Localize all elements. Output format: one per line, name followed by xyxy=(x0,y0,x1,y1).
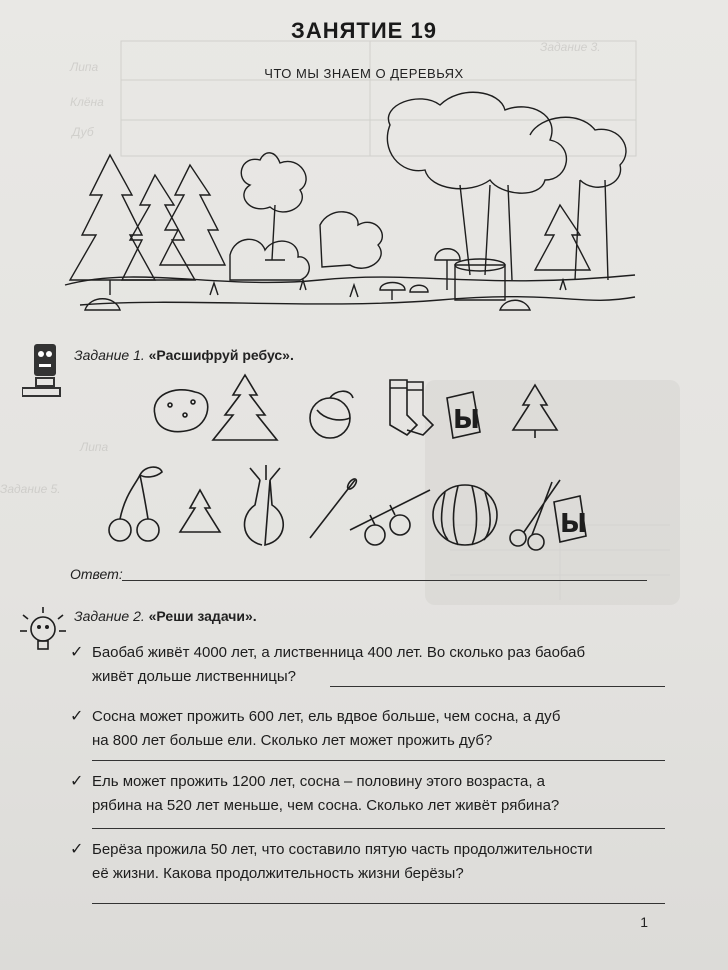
watermelon-icon xyxy=(433,485,497,545)
problem-3 xyxy=(70,770,670,818)
fir-tree-icon xyxy=(213,375,277,440)
small-fir-tree-icon xyxy=(513,385,557,438)
rebus-row-1 xyxy=(145,370,575,450)
checkmark-icon: ✓ xyxy=(70,644,84,661)
problem-3-line-1: Ель может прожить 1200 лет, сосна – половину этого возраста, а xyxy=(92,773,546,790)
small-fir-icon xyxy=(180,490,220,532)
problem-4-line-1: Берёза прожила 50 лет, что составило пятую часть продолжительности xyxy=(92,841,593,858)
task2-heading xyxy=(74,608,257,624)
scissors-icon xyxy=(510,480,560,550)
peach-icon xyxy=(310,391,353,438)
problem-2-line-2: на 800 лет больше ели. Сколько лет может прожить дуб? xyxy=(92,732,493,749)
potato-icon xyxy=(154,390,207,432)
bleed-through-text: Задание 3. xyxy=(540,40,601,54)
bleed-through-text: Клёна xyxy=(70,95,104,109)
problem-1-line-2: живёт дольше лиственницы? xyxy=(92,668,296,685)
answer-line-2[interactable] xyxy=(92,760,665,761)
rebus-letter-1: Ы xyxy=(453,405,480,435)
checkmark-icon: ✓ xyxy=(70,841,84,858)
task1-name: «Расшифруй ребус». xyxy=(148,347,294,363)
task2-name: «Реши задачи». xyxy=(148,608,257,624)
task1-prefix: Задание 1. xyxy=(74,347,145,363)
task1-heading xyxy=(74,347,294,363)
thinking-character-icon xyxy=(22,340,72,400)
problem-1 xyxy=(70,641,670,689)
problem-2 xyxy=(70,705,670,753)
page-number: 1 xyxy=(640,914,648,930)
problem-1-line-1: Баобаб живёт 4000 лет, а лиственница 400 лет. Во сколько раз баобаб xyxy=(92,644,586,661)
forest-illustration xyxy=(60,85,640,325)
problem-3-line-2: рябина на 520 лет меньше, чем сосна. Сколько лет живёт рябина? xyxy=(92,797,560,814)
task2-prefix: Задание 2. xyxy=(74,608,145,624)
answer-line-1[interactable] xyxy=(330,686,665,687)
berries-on-twig-icon xyxy=(350,490,430,545)
answer-line[interactable] xyxy=(122,580,647,581)
answer-label: Ответ: xyxy=(70,566,123,582)
rebus-row-2 xyxy=(100,460,590,555)
problem-4 xyxy=(70,838,670,886)
socks-icon xyxy=(390,380,433,435)
bleed-through-text: Липа xyxy=(70,60,99,74)
lesson-subtitle: ЧТО МЫ ЗНАЕМ О ДЕРЕВЬЯХ xyxy=(264,66,464,81)
bleed-through-text: Задание 5. xyxy=(0,482,61,496)
answer-line-4[interactable] xyxy=(92,903,665,904)
checkmark-icon: ✓ xyxy=(70,773,84,790)
problem-2-line-1: Сосна может прожить 600 лет, ель вдвое больше, чем сосна, а дуб xyxy=(92,708,561,725)
problem-4-line-2: её жизни. Какова продолжительность жизни берёзы? xyxy=(92,865,464,882)
bleed-through-text: Липа xyxy=(80,440,109,454)
lightbulb-icon xyxy=(18,605,68,660)
cherries-icon xyxy=(109,467,162,541)
rebus-letter-2: Ы xyxy=(560,509,587,539)
answer-line-3[interactable] xyxy=(92,828,665,829)
lesson-title: ЗАНЯТИЕ 19 xyxy=(291,18,437,43)
onion-icon xyxy=(245,465,284,545)
checkmark-icon: ✓ xyxy=(70,708,84,725)
bleed-through-text: Дуб xyxy=(72,125,94,139)
